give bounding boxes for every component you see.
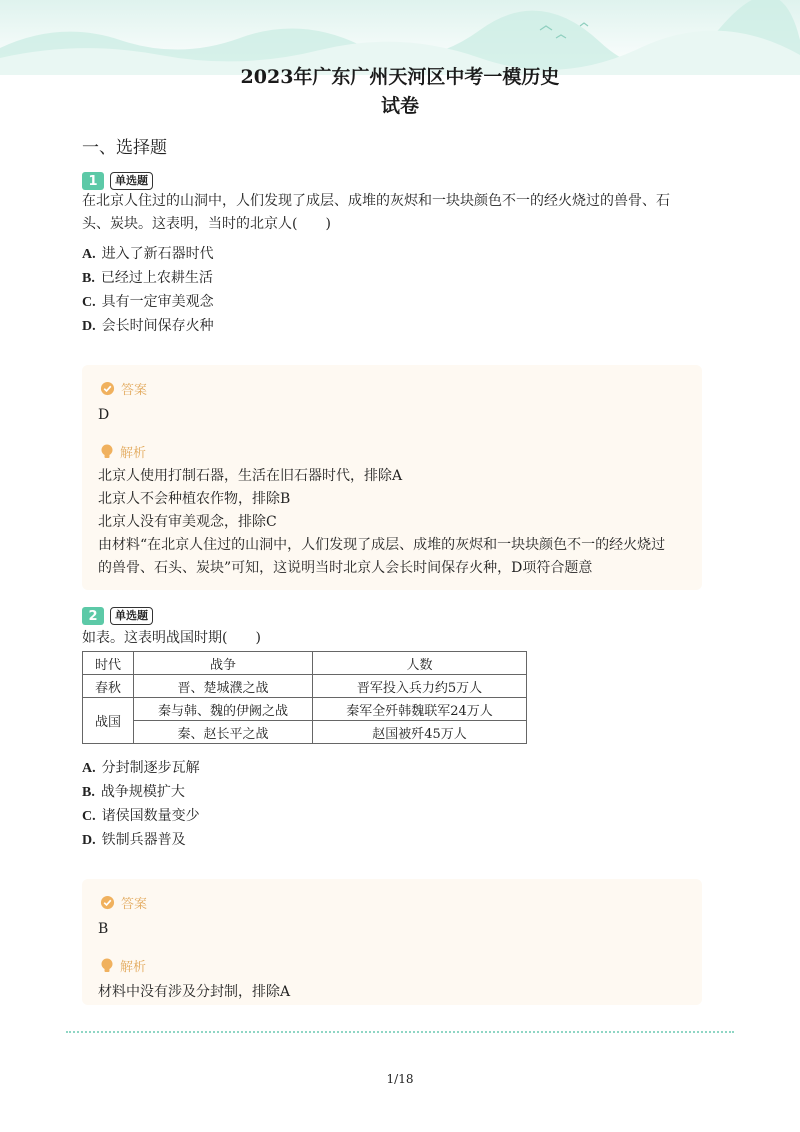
table-cell-count: 秦军全歼韩魏联军24万人 xyxy=(313,698,527,721)
war-table xyxy=(82,651,527,744)
answer-value: D xyxy=(98,407,110,423)
option-text: 铁制兵器普及 xyxy=(101,832,186,848)
option-letter: C. xyxy=(82,809,96,824)
option-text: 分封制逐步瓦解 xyxy=(101,760,200,776)
question-1-header xyxy=(82,171,153,191)
option-a xyxy=(82,758,200,779)
option-text: 已经过上农耕生活 xyxy=(100,270,213,286)
section-heading: 一、选择题 xyxy=(82,138,167,158)
answer-value: B xyxy=(98,921,109,937)
question-number-badge: 1 xyxy=(82,172,104,190)
option-letter: A. xyxy=(82,247,96,262)
answer-label xyxy=(100,379,147,398)
answer-box-1 xyxy=(82,365,702,590)
option-letter: A. xyxy=(82,761,96,776)
answer-label-text: 答案 xyxy=(121,383,148,398)
analysis-line: 的兽骨、石头、炭块”可知，这说明当时北京人会长时间保存火种，D项符合题意 xyxy=(98,560,593,576)
table-cell-war: 秦、赵长平之战 xyxy=(134,721,313,744)
table-header-cell: 人数 xyxy=(313,652,527,675)
analysis-line: 由材料“在北京人住过的山洞中，人们发现了成层、成堆的灰烬和一块块颜色不一的经火烧过 xyxy=(98,537,666,553)
option-d xyxy=(82,316,214,337)
lightbulb-icon xyxy=(100,444,114,460)
question-2-header xyxy=(82,606,153,626)
analysis-text xyxy=(98,465,688,580)
stem-line: 在北京人住过的山洞中，人们发现了成层、成堆的灰烬和一块块颜色不一的经火烧过的兽骨、石 xyxy=(82,193,670,209)
table-cell-war: 晋、楚城濮之战 xyxy=(134,675,313,698)
table-cell-count: 晋军投入兵力约5万人 xyxy=(313,675,527,698)
analysis-line: 北京人不会种植农作物，排除B xyxy=(98,491,291,507)
option-text: 会长时间保存火种 xyxy=(101,318,214,334)
analysis-line: 北京人没有审美观念，排除C xyxy=(98,514,277,530)
option-text: 进入了新石器时代 xyxy=(101,246,214,262)
answer-label xyxy=(100,893,147,912)
analysis-label-text: 解析 xyxy=(120,446,147,461)
answer-label-text: 答案 xyxy=(121,897,148,912)
table-row xyxy=(83,721,527,744)
table-header-cell: 时代 xyxy=(83,652,134,675)
option-d xyxy=(82,830,186,851)
analysis-label xyxy=(100,956,146,975)
table-row xyxy=(83,698,527,721)
table-header-row xyxy=(83,652,527,675)
analysis-line: 北京人使用打制石器，生活在旧石器时代，排除A xyxy=(98,468,403,484)
answer-box-2 xyxy=(82,879,702,1005)
analysis-text xyxy=(98,981,688,1004)
option-text: 具有一定审美观念 xyxy=(101,294,214,310)
analysis-line: 材料中没有涉及分封制，排除A xyxy=(98,984,291,1000)
check-badge-icon xyxy=(100,895,115,910)
page-number: 1/18 xyxy=(386,1072,414,1086)
analysis-label xyxy=(100,442,146,461)
table-cell-era: 春秋 xyxy=(83,675,134,698)
option-a xyxy=(82,244,214,265)
table-cell-war: 秦与韩、魏的伊阙之战 xyxy=(134,698,313,721)
question-number-badge: 2 xyxy=(82,607,104,625)
option-c xyxy=(82,806,200,827)
check-badge-icon xyxy=(100,381,115,396)
table-cell-era: 战国 xyxy=(83,698,134,744)
option-letter: D. xyxy=(82,319,96,334)
question-type-tag: 单选题 xyxy=(110,607,153,625)
page-title: 2023年广东广州天河区中考一模历史 xyxy=(240,66,560,88)
table-cell-count: 赵国被歼45万人 xyxy=(313,721,527,744)
question-2-stem: 如表。这表明战国时期( ) xyxy=(82,630,261,646)
option-text: 诸侯国数量变少 xyxy=(101,808,200,824)
option-letter: C. xyxy=(82,295,96,310)
option-b xyxy=(82,782,185,803)
table-header-cell: 战争 xyxy=(134,652,313,675)
question-type-tag: 单选题 xyxy=(110,172,153,190)
option-letter: D. xyxy=(82,833,96,848)
option-letter: B. xyxy=(82,785,95,800)
lightbulb-icon xyxy=(100,958,114,974)
analysis-label-text: 解析 xyxy=(120,960,147,975)
table-row xyxy=(83,675,527,698)
option-letter: B. xyxy=(82,271,95,286)
page-title-line2: 试卷 xyxy=(380,95,419,117)
option-c xyxy=(82,292,214,313)
option-b xyxy=(82,268,213,289)
stem-line: 头、炭块。这表明，当时的北京人( ) xyxy=(82,216,331,232)
page-divider xyxy=(66,1031,734,1033)
question-1-stem xyxy=(82,190,702,236)
option-text: 战争规模扩大 xyxy=(100,784,185,800)
